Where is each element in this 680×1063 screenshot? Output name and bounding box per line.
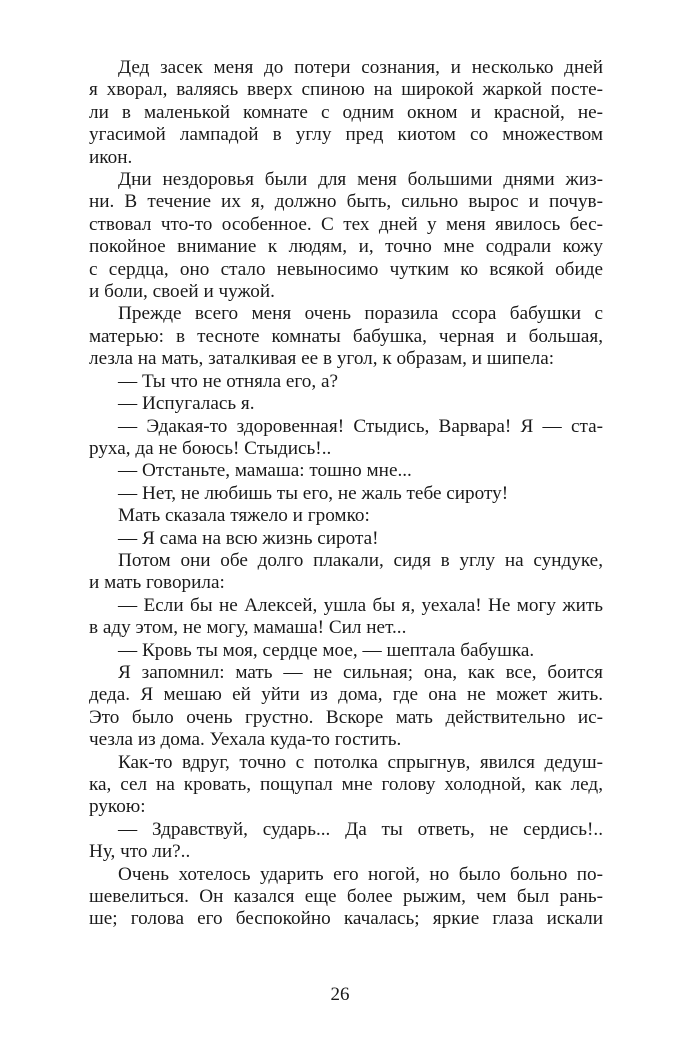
text-line: и боли, своей и чужой. [89,281,275,303]
paragraph [89,505,603,527]
text-line: — Здравствуй, сударь... Да ты ответь, не сердись!.. [118,818,603,840]
text-line: Очень хотелось ударить его ногой, но было больно по- [118,863,603,885]
text-line: — Я сама на всю жизнь сирота! [118,527,379,549]
text-line: Потом они обе долго плакали, сидя в углу на сундуке, [118,549,603,571]
text-line: Это было очень грустно. Вскоре мать действительно ис- [89,706,603,728]
text-line: — Если бы не Алексей, ушла бы я, уехала! Не могу жить [118,594,603,616]
text-line: деда. Я мешаю ей уйти из дома, где она не может жить. [89,684,603,706]
text-line: чезла из дома. Уехала куда-то гостить. [89,729,402,751]
text-line: Я запомнил: мать — не сильная; она, как все, боится [118,661,603,683]
text-line: матерью: в тесноте комнаты бабушка, черная и большая, [89,325,603,347]
text-line: рукою: [89,796,146,818]
paragraph [89,416,603,461]
text-line: ка, сел на кровать, пощупал мне голову холодной, как лед, [89,774,603,795]
paragraph [89,57,603,169]
text-line: Ну, что ли?.. [89,841,191,863]
text-line: ствовал что-то особенное. С тех дней у меня явилось бес- [89,213,603,235]
text-line: покойное внимание к людям, и, точно мне содрали кожу [89,236,603,258]
paragraph [89,819,603,864]
paragraph [89,393,603,415]
text-line: Мать сказала тяжело и громко: [118,505,370,527]
text-line: — Испугалась я. [118,393,255,415]
paragraph [89,640,603,662]
text-line: — Нет, не любишь ты его, не жаль тебе сироту! [118,482,509,504]
text-line: я хворал, валяясь вверх спиною на широкой жаркой посте- [89,79,603,101]
text-line: Дед засек меня до потери сознания, и несколько дней [118,57,603,78]
text-line: — Отстаньте, мамаша: тошно мне... [118,460,412,482]
paragraph [89,864,603,931]
paragraph [89,169,603,303]
text-line: ше; голова его беспокойно качалась; яркие глаза искали [89,908,603,930]
text-line: Как-то вдруг, точно с потолка спрыгнув, явился дедуш- [118,751,603,773]
paragraph [89,550,603,595]
paragraph [89,371,603,393]
text-line: шевелиться. Он казался еще более рыжим, чем был рань- [89,886,603,908]
paragraph [89,460,603,482]
paragraph [89,483,603,505]
book-page-text [89,57,603,931]
text-line: угасимой лампадой в углу пред киотом со множеством [89,124,603,146]
text-line: икон. [89,146,133,168]
text-line: руха, да не боюсь! Стыдись!.. [89,437,332,459]
text-line: ли в маленькой комнате с одним окном и красной, не- [89,101,603,123]
text-line: с сердца, оно стало невыносимо чутким ко всякой обиде [89,258,603,280]
paragraph [89,662,603,752]
paragraph [89,528,603,550]
text-line: и мать говорила: [89,572,225,594]
text-line: — Кровь ты моя, сердце мое, — шептала бабушка. [118,639,535,661]
text-line: лезла на мать, заталкивая ее в угол, к образам, и шипела: [89,348,555,370]
paragraph [89,595,603,640]
text-line: — Эдакая-то здоровенная! Стыдись, Варвара! Я — ста- [118,415,603,437]
text-line: в аду этом, не могу, мамаша! Сил нет... [89,617,407,639]
text-line: Прежде всего меня очень поразила ссора бабушки с [118,303,603,325]
paragraph [89,303,603,370]
paragraph [89,752,603,819]
text-line: ни. В течение их я, должно быть, сильно вырос и почув- [89,191,603,213]
page-number: 26 [330,984,350,1005]
text-line: Дни нездоровья были для меня большими днями жиз- [118,169,603,191]
text-line: — Ты что не отняла его, а? [118,370,339,392]
